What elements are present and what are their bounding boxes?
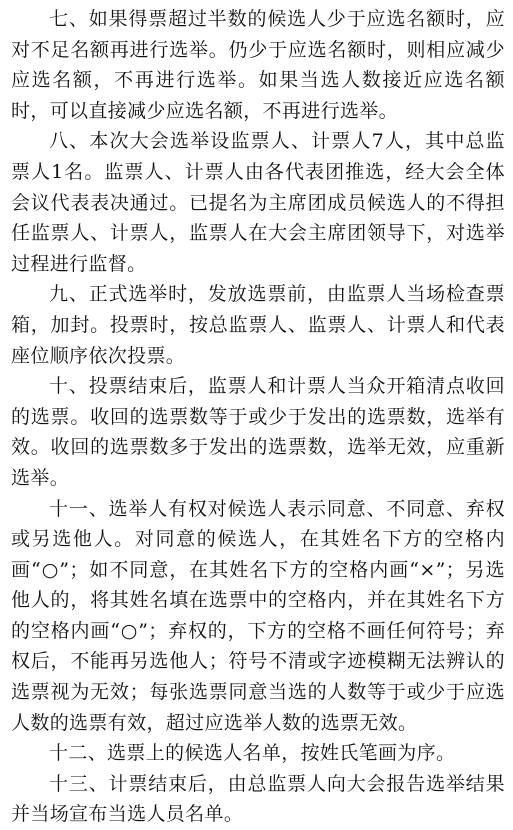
paragraph-10: 十、投票结束后，监票人和计票人当众开箱清点收回的选票。收回的选票数等于或少于发出的选票数，选举有效。收回的选票数多于发出的选票数，选举无效，应重新选举。 [11,375,505,489]
paragraph-12: 十二、选票上的候选人名单，按姓氏笔画为序。 [49,742,456,765]
document-body [11,4,505,830]
paragraph-7: 七、如果得票超过半数的候选人少于应选名额时，应对不足名额再进行选举。仍少于应选名额时，则相应减少应选名额，不再进行选举。如果当选人数接近应选名额时，可以直接减少应选名额，不再进行选举。 [11,8,505,122]
paragraph-13: 十三、计票结束后，由总监票人向大会报告选举结果并当场宣布当选人员名单。 [11,772,505,826]
paragraph-9: 九、正式选举时，发放选票前，由监票人当场检查票箱，加封。投票时，按总监票人、监票人、计票人和代表座位顺序依次投票。 [11,283,505,367]
paragraph-11: 十一、选举人有权对候选人表示同意、不同意、弃权或另选他人。对同意的候选人，在其姓名下方的空格内画“○”；如不同意，在其姓名下方的空格内画“×”；另选他人的，将其姓名填在选票中的空格内，并在其姓名下方的空格内画“○”；弃权的，下方的空格不画任何符号；弃权后，不能再另选他人；符号不清或字迹模糊无法辨认的选票视为无效；每张选票同意当选的人数等于或少于应选人数的选票有效，超过应选举人数的选票无效。 [11,497,505,734]
paragraph-8: 八、本次大会选举设监票人、计票人7人，其中总监票人1名。监票人、计票人由各代表团推选，经大会全体会议代表表决通过。已提名为主席团成员候选人的不得担任监票人、计票人，监票人在大会主席团领导下，对选举过程进行监督。 [11,130,505,275]
